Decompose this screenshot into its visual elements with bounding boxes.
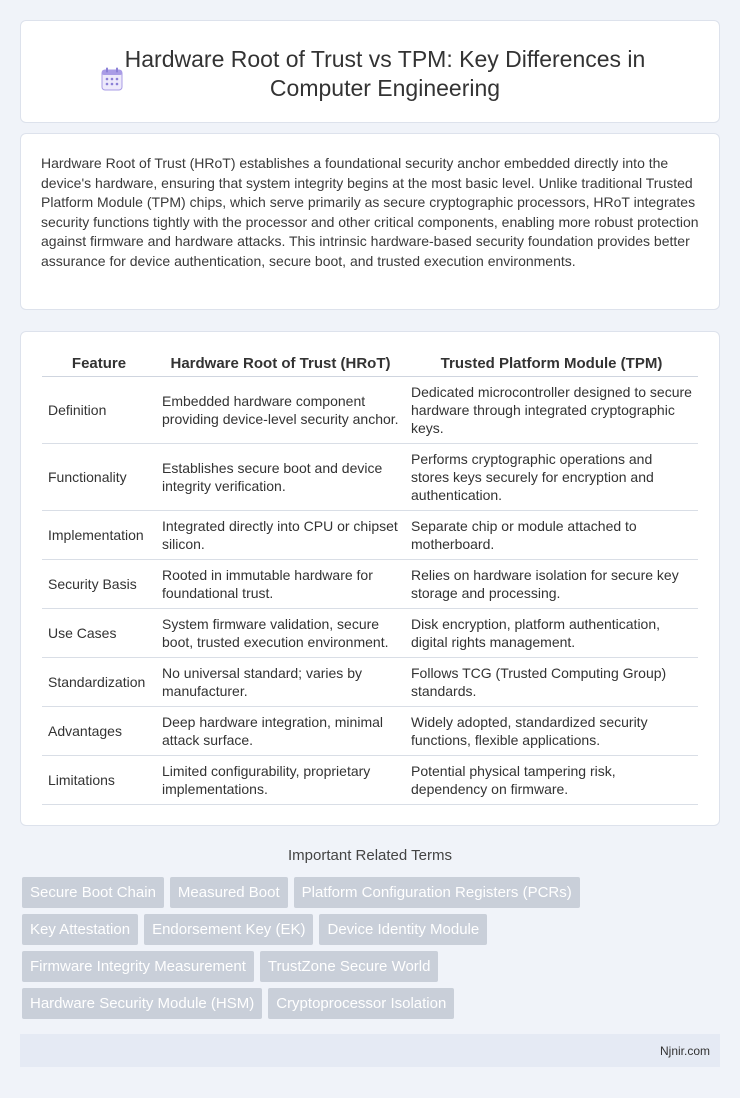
comparison-table-card bbox=[20, 331, 720, 826]
related-term-tag[interactable]: Key Attestation bbox=[22, 914, 138, 945]
related-term-tag[interactable]: Device Identity Module bbox=[319, 914, 487, 945]
hrot-cell: No universal standard; varies by manufacturer. bbox=[156, 657, 405, 706]
table-row bbox=[42, 657, 698, 706]
related-term-tag[interactable]: Firmware Integrity Measurement bbox=[22, 951, 254, 982]
feature-cell: Security Basis bbox=[42, 559, 156, 608]
header-tpm: Trusted Platform Module (TPM) bbox=[405, 353, 698, 376]
related-term-tag[interactable]: Platform Configuration Registers (PCRs) bbox=[294, 877, 580, 908]
related-term-tag[interactable]: Endorsement Key (EK) bbox=[144, 914, 313, 945]
feature-cell: Definition bbox=[42, 376, 156, 443]
table-row bbox=[42, 706, 698, 755]
table-header-row bbox=[42, 353, 698, 376]
related-terms-heading: Important Related Terms bbox=[288, 847, 452, 864]
tpm-cell: Performs cryptographic operations and stores keys securely for encryption and authentication. bbox=[405, 443, 698, 510]
table-row bbox=[42, 755, 698, 804]
hrot-cell: Establishes secure boot and device integrity verification. bbox=[156, 443, 405, 510]
tpm-cell: Dedicated microcontroller designed to secure hardware through integrated cryptographic keys. bbox=[405, 376, 698, 443]
related-term-tag[interactable]: Cryptoprocessor Isolation bbox=[268, 988, 454, 1019]
footer-brand: Njnir.com bbox=[659, 1044, 710, 1058]
tpm-cell: Disk encryption, platform authentication, digital rights management. bbox=[405, 608, 698, 657]
related-terms-list bbox=[22, 877, 722, 1025]
related-term-tag[interactable]: TrustZone Secure World bbox=[260, 951, 439, 982]
hrot-cell: Embedded hardware component providing device-level security anchor. bbox=[156, 376, 405, 443]
related-term-tag[interactable]: Hardware Security Module (HSM) bbox=[22, 988, 262, 1019]
table-row bbox=[42, 559, 698, 608]
related-term-tag[interactable]: Measured Boot bbox=[170, 877, 288, 908]
feature-cell: Use Cases bbox=[42, 608, 156, 657]
feature-cell: Standardization bbox=[42, 657, 156, 706]
page-title: Hardware Root of Trust vs TPM: Key Differences in Computer Engineering bbox=[124, 46, 646, 101]
header-hrot: Hardware Root of Trust (HRoT) bbox=[156, 353, 405, 376]
hrot-cell: Limited configurability, proprietary implementations. bbox=[156, 755, 405, 804]
tpm-cell: Separate chip or module attached to motherboard. bbox=[405, 510, 698, 559]
related-term-tag[interactable]: Secure Boot Chain bbox=[22, 877, 164, 908]
hrot-cell: Rooted in immutable hardware for foundational trust. bbox=[156, 559, 405, 608]
table-row bbox=[42, 376, 698, 443]
header-feature: Feature bbox=[42, 353, 156, 376]
feature-cell: Implementation bbox=[42, 510, 156, 559]
intro-paragraph: Hardware Root of Trust (HRoT) establishes a foundational security anchor embedded directly into the device's hardware, ensuring that system integrity begins at the most basic level. Unlike traditional Trusted Platform Module (TPM) chips, which serve primarily as secure cryptographic processors, HRoT integrates security functions tightly with the processor and other critical components, enabling more robust protection against firmware and hardware attacks. This intrinsic hardware-based security foundation provides better assurance for device authentication, secure boot, and trusted execution environments. bbox=[41, 155, 699, 269]
feature-cell: Advantages bbox=[42, 706, 156, 755]
tpm-cell: Potential physical tampering risk, dependency on firmware. bbox=[405, 755, 698, 804]
feature-cell: Functionality bbox=[42, 443, 156, 510]
table-row bbox=[42, 608, 698, 657]
tpm-cell: Relies on hardware isolation for secure key storage and processing. bbox=[405, 559, 698, 608]
title-card bbox=[20, 20, 720, 123]
footer bbox=[20, 1034, 720, 1067]
tpm-cell: Widely adopted, standardized security functions, flexible applications. bbox=[405, 706, 698, 755]
hrot-cell: System firmware validation, secure boot, trusted execution environment. bbox=[156, 608, 405, 657]
hrot-cell: Deep hardware integration, minimal attack surface. bbox=[156, 706, 405, 755]
table-row bbox=[42, 443, 698, 510]
tpm-cell: Follows TCG (Trusted Computing Group) standards. bbox=[405, 657, 698, 706]
hrot-cell: Integrated directly into CPU or chipset silicon. bbox=[156, 510, 405, 559]
feature-cell: Limitations bbox=[42, 755, 156, 804]
table-row bbox=[42, 510, 698, 559]
comparison-table bbox=[42, 353, 698, 805]
intro-card bbox=[20, 133, 720, 310]
